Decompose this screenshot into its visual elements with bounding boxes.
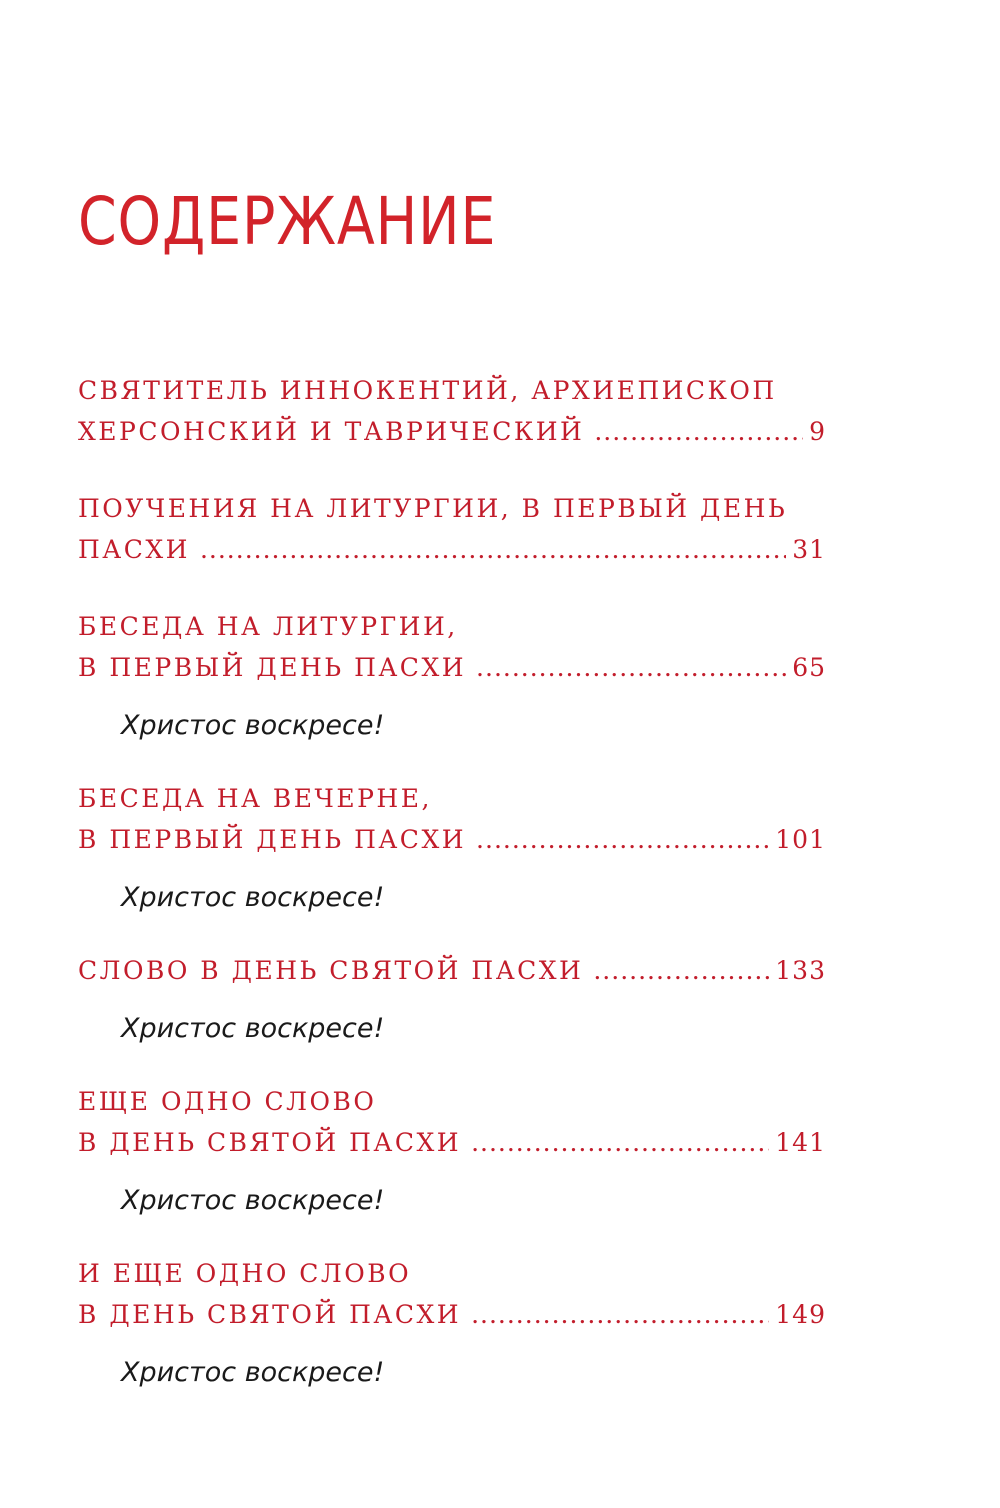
toc-entry-title: СЛОВО В ДЕНЬ СВЯТОЙ ПАСХИ <box>78 956 584 985</box>
toc-entry-line <box>78 1294 826 1335</box>
page-number: 31 <box>792 535 826 564</box>
toc-entry-subtitle: Христос воскресе! <box>121 710 385 741</box>
dot-leader <box>200 529 786 570</box>
page-number: 141 <box>775 1128 826 1157</box>
toc-entry[interactable] <box>78 778 826 920</box>
toc-entry-subtitle: Христос воскресе! <box>121 1357 385 1388</box>
toc-entry-line <box>78 778 826 819</box>
toc-entry[interactable] <box>78 488 826 570</box>
toc-entry-line <box>78 647 826 688</box>
toc-entry-line <box>78 370 826 411</box>
page-number: 149 <box>775 1300 826 1329</box>
toc-entry[interactable] <box>78 370 826 452</box>
toc-entry-title: В ПЕРВЫЙ ДЕНЬ ПАСХИ <box>78 653 467 682</box>
dot-leader <box>476 647 786 688</box>
toc-entry-title: ЕЩЕ ОДНО СЛОВО <box>78 1087 377 1116</box>
dot-leader <box>471 1294 769 1335</box>
dot-leader <box>471 1122 769 1163</box>
toc-entry-subtitle: Христос воскресе! <box>121 1185 385 1216</box>
toc-entry-subtitle: Христос воскресе! <box>121 882 385 913</box>
toc-entry-title: В ПЕРВЫЙ ДЕНЬ ПАСХИ <box>78 825 467 854</box>
toc-entry-title: В ДЕНЬ СВЯТОЙ ПАСХИ <box>78 1128 462 1157</box>
page-number: 65 <box>792 653 826 682</box>
page-title: СОДЕРЖАНИЕ <box>78 183 497 260</box>
toc-entry-line <box>78 1253 826 1294</box>
toc-entry-title: В ДЕНЬ СВЯТОЙ ПАСХИ <box>78 1300 462 1329</box>
toc-entry[interactable] <box>78 1081 826 1223</box>
toc-entry-line <box>78 1122 826 1163</box>
toc-entry-title: ХЕРСОНСКИЙ И ТАВРИЧЕСКИЙ <box>78 417 585 446</box>
toc-entry-line <box>78 819 826 860</box>
toc-entry-title: СВЯТИТЕЛЬ ИННОКЕНТИЙ, АРХИЕПИСКОП <box>78 376 777 405</box>
toc-entry-line <box>78 529 826 570</box>
toc-entry-title: И ЕЩЕ ОДНО СЛОВО <box>78 1259 412 1288</box>
toc-entry-line <box>78 950 826 991</box>
dot-leader <box>476 819 769 860</box>
page-number: 9 <box>809 417 826 446</box>
toc-entry-line <box>78 488 826 529</box>
dot-leader <box>593 950 769 991</box>
table-of-contents <box>78 370 826 1425</box>
toc-entry[interactable] <box>78 606 826 748</box>
toc-entry-title: ПАСХИ <box>78 535 190 564</box>
toc-entry[interactable] <box>78 950 826 1051</box>
toc-entry-title: ПОУЧЕНИЯ НА ЛИТУРГИИ, В ПЕРВЫЙ ДЕНЬ <box>78 494 788 523</box>
toc-entry-line <box>78 411 826 452</box>
toc-entry-title: БЕСЕДА НА ЛИТУРГИИ, <box>78 612 458 641</box>
page-number: 101 <box>775 825 826 854</box>
dot-leader <box>594 411 803 452</box>
toc-entry[interactable] <box>78 1253 826 1395</box>
toc-entry-subtitle: Христос воскресе! <box>121 1013 385 1044</box>
toc-entry-title: БЕСЕДА НА ВЕЧЕРНЕ, <box>78 784 432 813</box>
page-number: 133 <box>775 956 826 985</box>
toc-entry-line <box>78 1081 826 1122</box>
toc-entry-line <box>78 606 826 647</box>
